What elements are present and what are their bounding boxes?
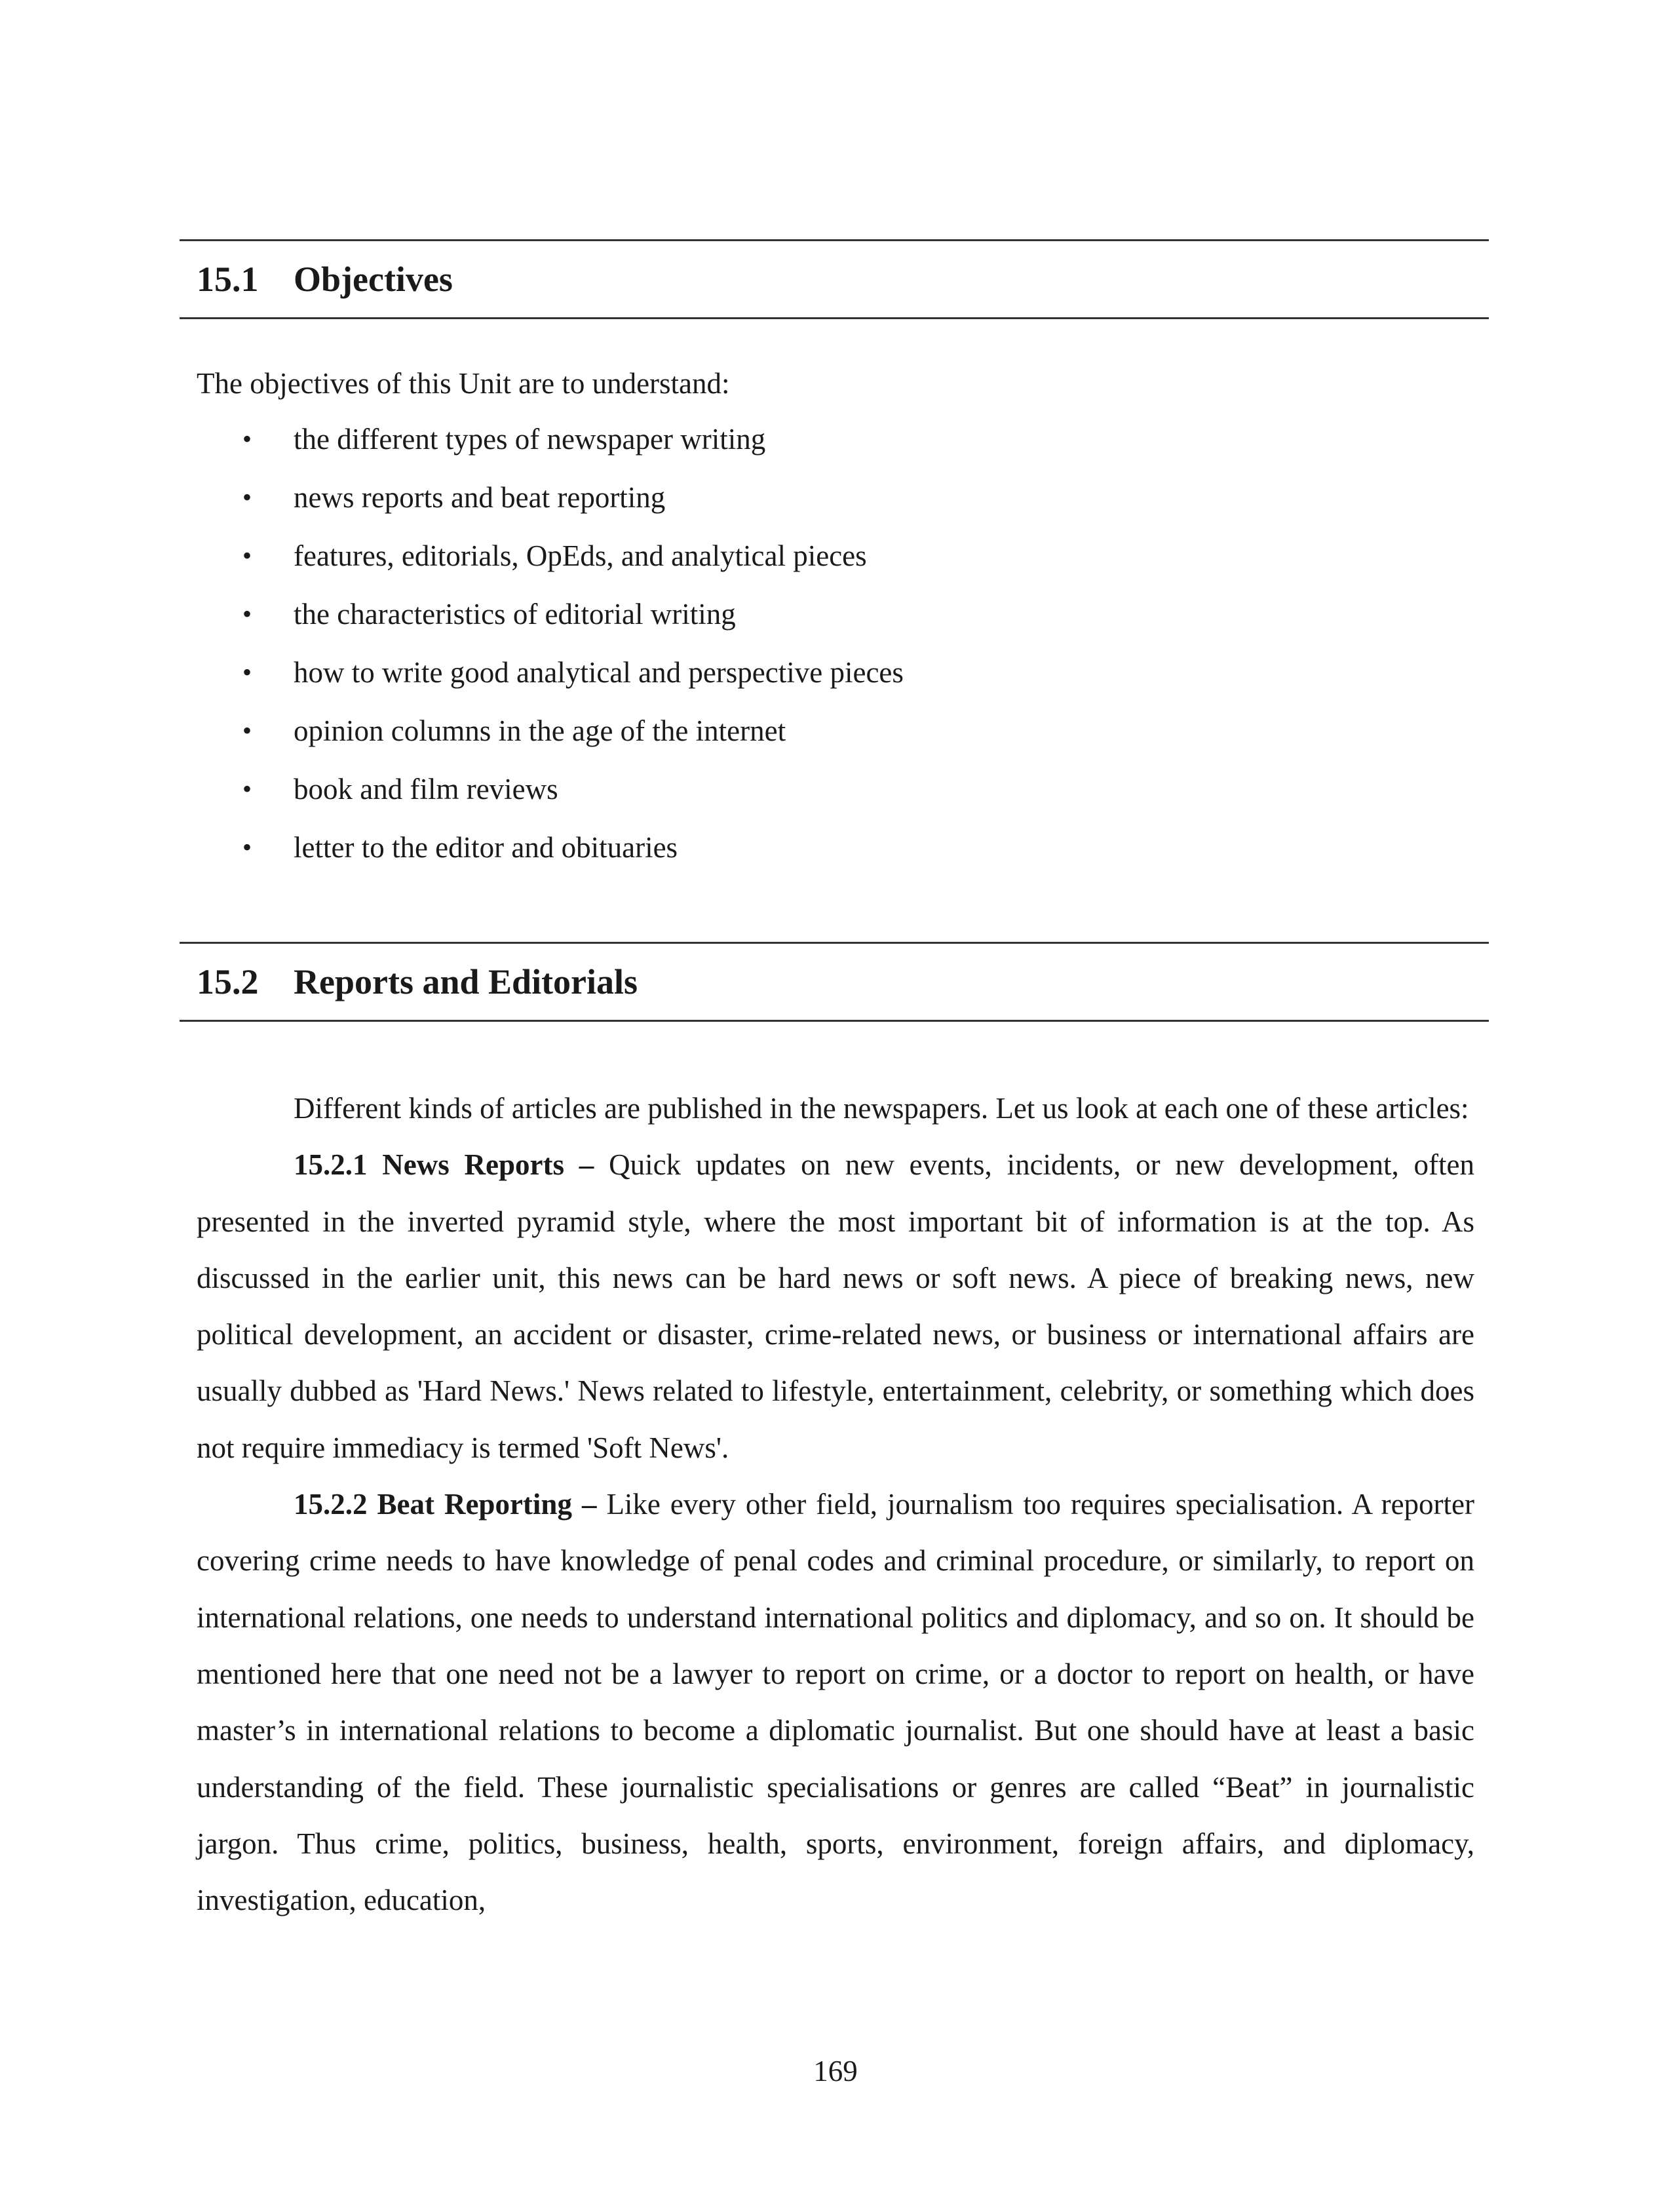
section-number: 15.2 bbox=[197, 962, 259, 1001]
section-rule-bottom bbox=[180, 317, 1489, 319]
subsection-heading-news-reports: 15.2.1 News Reports – bbox=[294, 1148, 594, 1182]
section-rule-top bbox=[180, 239, 1489, 241]
body-text bbox=[197, 1080, 1474, 1928]
bullet-icon: • bbox=[242, 424, 252, 454]
section-heading-reports-editorials bbox=[197, 959, 638, 1005]
bullet-icon: • bbox=[242, 541, 252, 570]
intro-paragraph: Different kinds of articles are published in the newspapers. Let us look at each one of these articles: bbox=[294, 1092, 1469, 1125]
section-heading-objectives bbox=[197, 256, 453, 302]
bullet-icon: • bbox=[242, 482, 252, 512]
beat-reporting-paragraph: 15.2.2 Beat Reporting – Like every other field, journalism too requires specialisation. A reporter covering crime needs to have knowledge of penal codes and criminal procedure, or similarly, to report on international relations, one needs to understand international politics and diplomacy, and so on. It should be mentioned here that one need not be a lawyer to report on crime, or a doctor to report on health, or have master’s in international relations to become a diplomatic journalist. But one should have at least a basic understanding of the field. These journalistic specialisations or genres are called “Beat” in journalistic jargon. Thus crime, politics, business, health, sports, environment, foreign affairs, and diplomacy, investigation, education, bbox=[197, 1488, 1474, 1917]
objectives-intro: The objectives of this Unit are to understand: bbox=[197, 367, 730, 400]
bullet-icon: • bbox=[242, 716, 252, 745]
document-page: 15.1 Objectives The objectives of this Unit are to understand: • the different types of newspaper writing • news reports and beat reporting • features, editorials, OpEds, and analytical pieces • the characteristics of editorial writing • how to write good analytical and perspective pieces • opinion columns in the age of the internet • book and film reviews • letter to the editor and obituaries 15.2 Reports and Editorials Different kinds of articles are published in the newspapers. Let us look at each one of these articles: 15.2.1 News Reports – Quick updates on new events, incidents, or new development, often presented in the inverted pyramid style, where the most important bit of information is at the top. As discussed in the earlier unit, this news can be hard news or soft news. A piece of breaking news, new political development, an accident or disaster, crime-related news, or business or international affairs are usually dubbed as 'Hard News.' News related to lifestyle, entertainment, celebrity, or something which does not require immediacy is termed 'Soft News'. 15.2.2 Beat Reporting – Like every other field, journalism too requires specialisation. A reporter covering crime needs to have knowledge of penal codes and criminal procedure, or similarly, to report on international relations, one needs to understand international politics and diplomacy, and so on. It should be mentioned here that one need not be a lawyer to report on crime, or a doctor to report on health, or have master’s in international relations to become a diplomatic journalist. But one should have at least a basic understanding of the field. These journalistic specialisations or genres are called “Beat” in journalistic jargon. Thus crime, politics, business, health, sports, environment, foreign affairs, and diplomacy, investigation, education, 169 bbox=[0, 0, 1671, 2212]
bullet-icon: • bbox=[242, 774, 252, 804]
section-title: Reports and Editorials bbox=[294, 962, 638, 1001]
subsection-heading-beat-reporting: 15.2.2 Beat Reporting – bbox=[294, 1488, 597, 1521]
news-reports-paragraph: 15.2.1 News Reports – Quick updates on new events, incidents, or new development, often presented in the inverted pyramid style, where the most important bit of information is at the top. As discussed in the earlier unit, this news can be hard news or soft news. A piece of breaking news, new political development, an accident or disaster, crime-related news, or business or international affairs are usually dubbed as 'Hard News.' News related to lifestyle, entertainment, celebrity, or something which does not require immediacy is termed 'Soft News'. bbox=[197, 1148, 1474, 1464]
section-title: Objectives bbox=[294, 260, 453, 299]
section-number: 15.1 bbox=[197, 260, 259, 299]
bullet-icon: • bbox=[242, 832, 252, 862]
section-rule-top bbox=[180, 942, 1489, 944]
section-rule-bottom bbox=[180, 1020, 1489, 1022]
bullet-icon: • bbox=[242, 599, 252, 629]
page-number: 169 bbox=[813, 2055, 858, 2087]
bullet-icon: • bbox=[242, 657, 252, 687]
